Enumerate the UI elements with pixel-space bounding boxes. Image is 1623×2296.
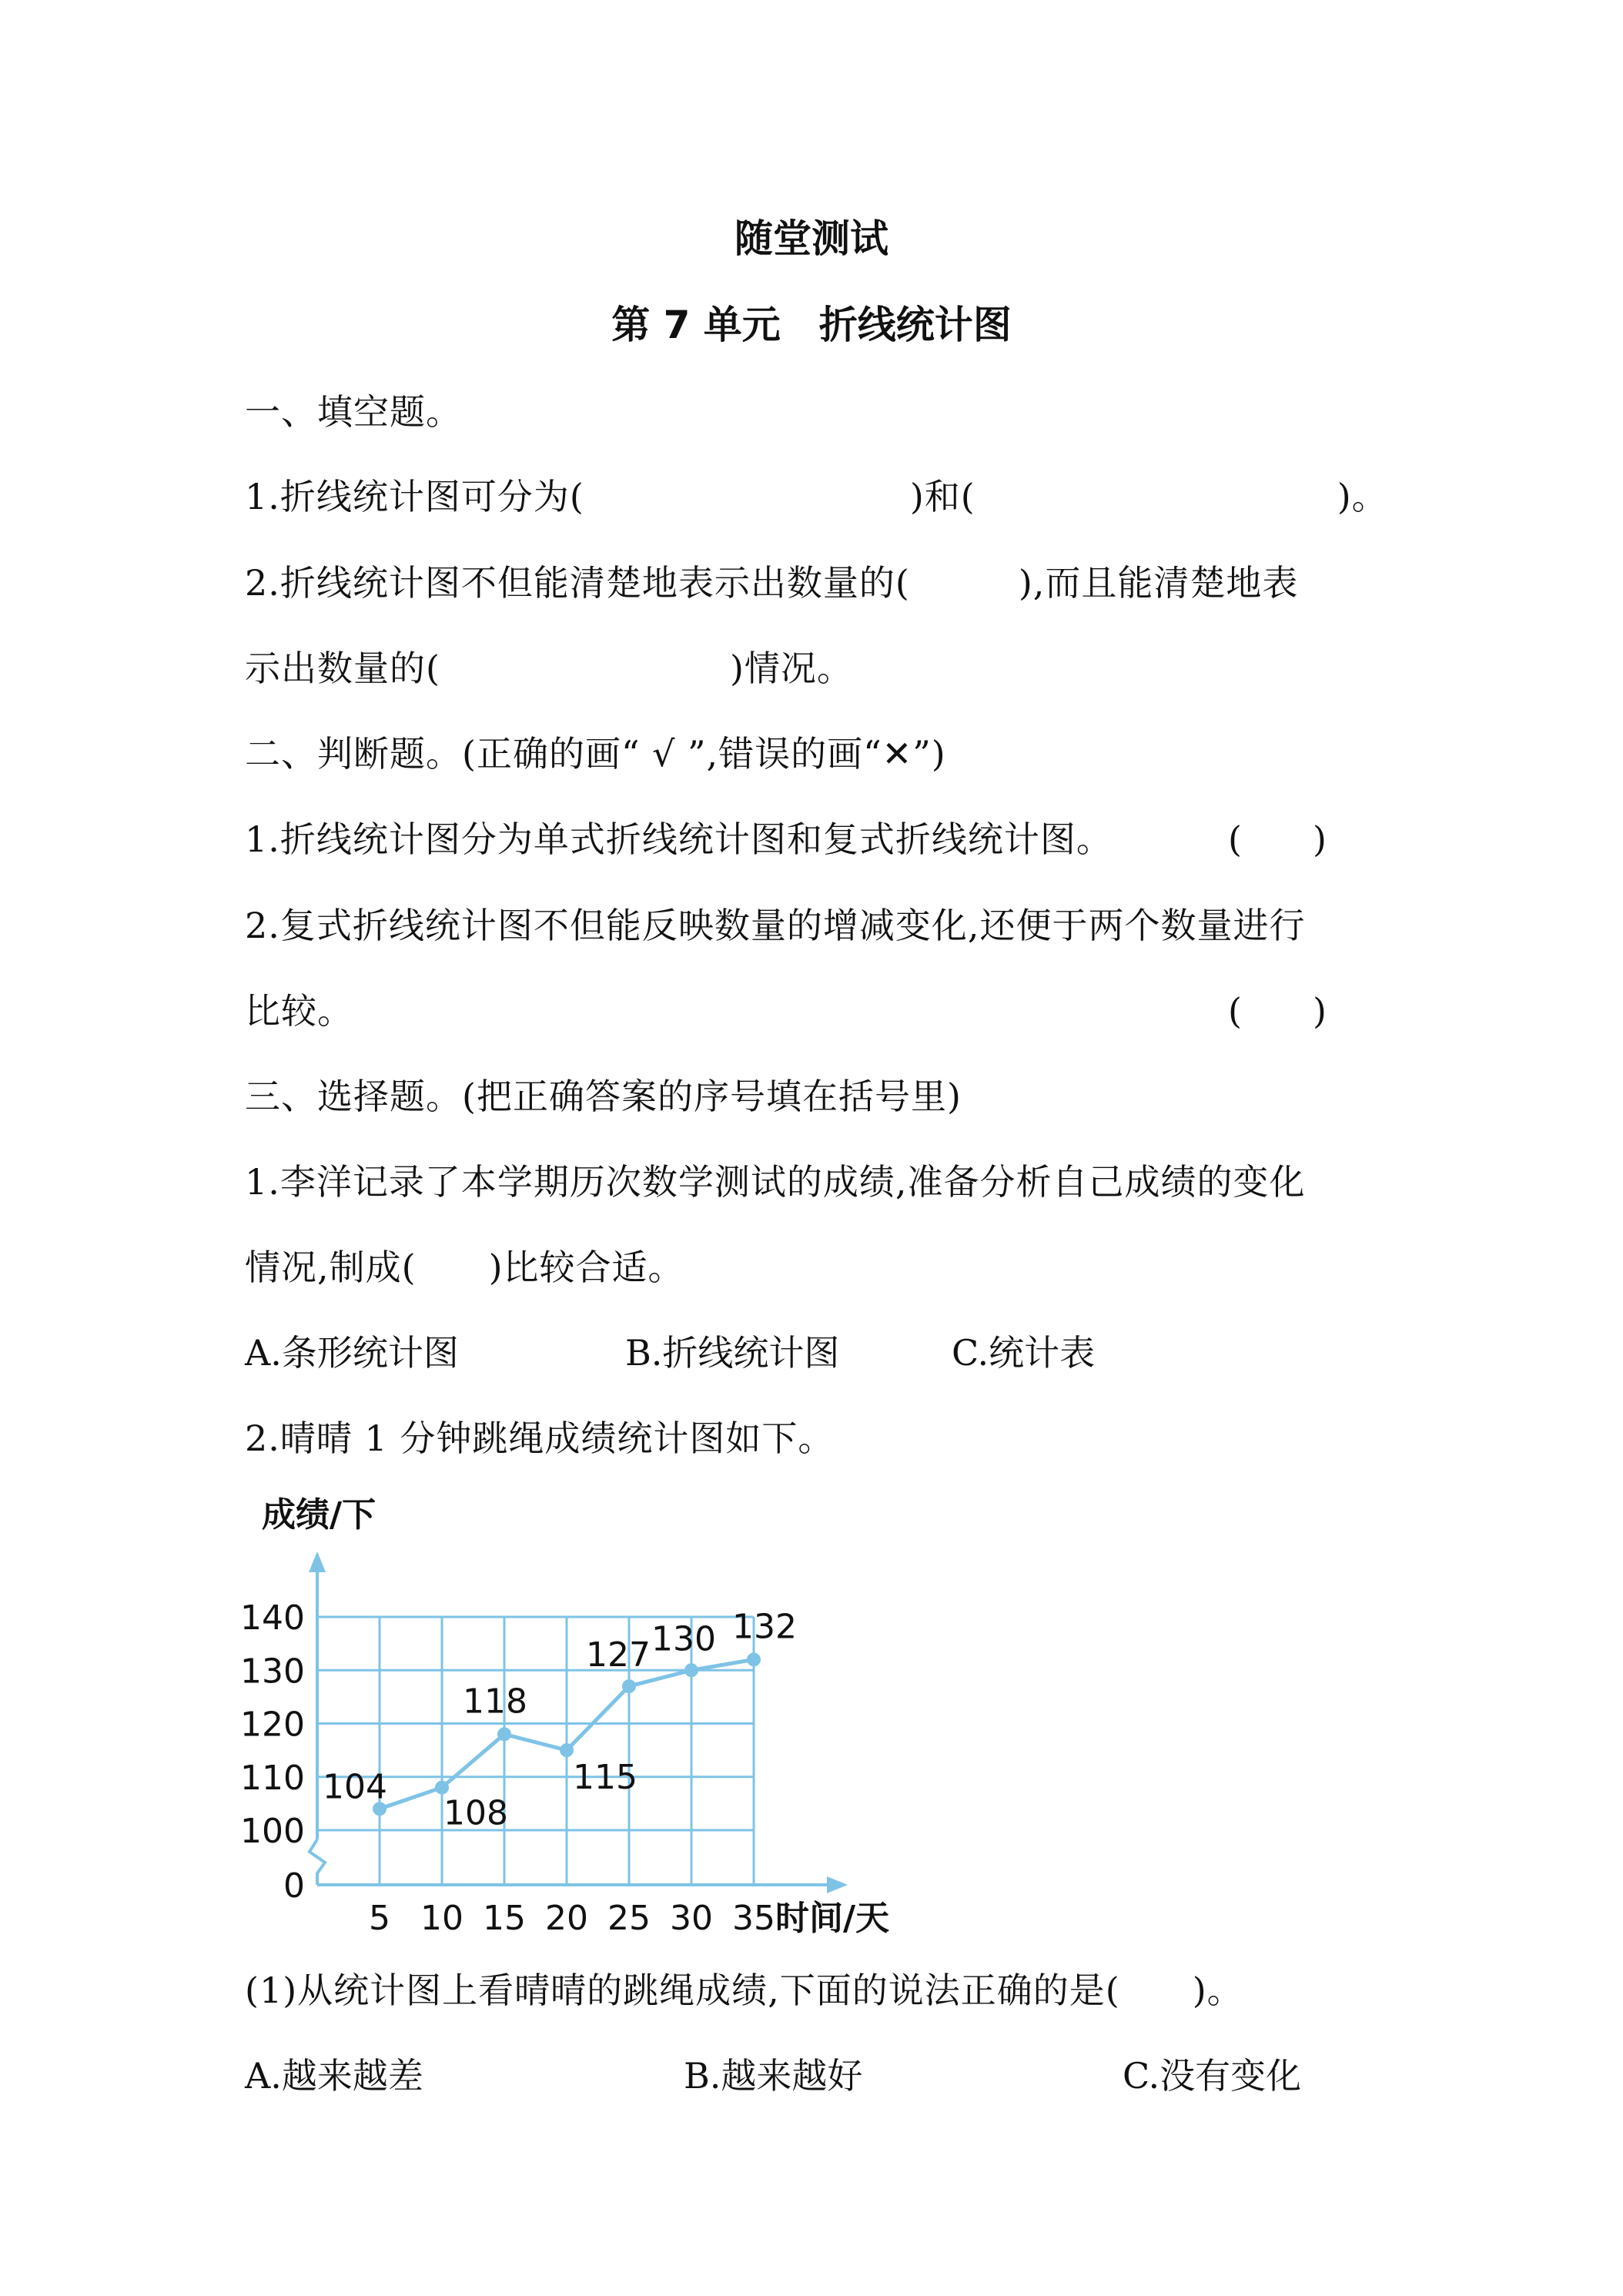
section3-question-1-option-b: B.折线统计图 <box>625 1332 840 1374</box>
data-label: 130 <box>651 1619 716 1659</box>
x-tick-label: 10 <box>420 1899 463 1938</box>
section2-question-1: 1.折线统计图分为单式折线统计图和复式折线统计图。 <box>245 818 1113 860</box>
data-label: 104 <box>323 1767 387 1807</box>
y-tick-label: 100 <box>240 1812 305 1851</box>
y-tick-label: 120 <box>240 1705 305 1745</box>
y-tick-label: 110 <box>240 1758 305 1798</box>
data-label: 118 <box>463 1682 527 1722</box>
x-tick-label: 30 <box>670 1899 713 1938</box>
section3-question-1-option-c: C.统计表 <box>952 1332 1096 1374</box>
x-axis-arrow <box>827 1876 848 1893</box>
data-point <box>560 1743 574 1757</box>
data-label: 108 <box>443 1793 508 1833</box>
section2-question-2-answer-bracket[interactable]: ( ) <box>1228 990 1327 1032</box>
section2-question-2-line-2: 比较。 <box>245 990 353 1032</box>
data-point <box>435 1781 449 1795</box>
section3-question-2: 2.晴晴 1 分钟跳绳成绩统计图如下。 <box>245 1417 835 1459</box>
x-tick-label: 25 <box>607 1899 651 1938</box>
data-point <box>622 1679 636 1693</box>
page-title: 随堂测试 <box>735 216 888 261</box>
y-axis-break <box>310 1839 325 1885</box>
page-subtitle: 第 7 单元 折线统计图 <box>611 303 1012 347</box>
section3-question-2-sub-1: (1)从统计图上看晴晴的跳绳成绩,下面的说法正确的是( )。 <box>245 1970 1243 2011</box>
x-tick-label: 5 <box>369 1899 390 1938</box>
section1-heading: 一、填空题。 <box>245 391 462 433</box>
section1-question-1: 1.折线统计图可分为( )和( )。 <box>245 476 1388 517</box>
jump-rope-line-chart <box>231 1478 1001 1940</box>
x-tick-label: 35 <box>732 1899 775 1938</box>
section2-question-1-answer-bracket[interactable]: ( ) <box>1228 818 1327 860</box>
y-axis-arrow <box>309 1551 326 1572</box>
section3-question-1-line-1: 1.李洋记录了本学期历次数学测试的成绩,准备分析自己成绩的变化 <box>245 1161 1306 1203</box>
x-tick-label: 20 <box>545 1899 588 1938</box>
section3-question-2-option-a: A.越来越差 <box>245 2055 423 2097</box>
y-tick-label: 140 <box>240 1598 305 1638</box>
section1-question-2-line-2: 示出数量的( )情况。 <box>245 648 853 689</box>
data-label: 132 <box>732 1607 797 1647</box>
data-point <box>747 1652 761 1666</box>
section3-question-2-option-b: B.越来越好 <box>684 2055 863 2097</box>
section3-question-2-option-c: C.没有变化 <box>1123 2055 1302 2097</box>
section2-question-2-line-1: 2.复式折线统计图不但能反映数量的增减变化,还便于两个数量进行 <box>245 905 1306 946</box>
y-tick-label: 130 <box>240 1652 305 1692</box>
section3-question-1-line-2: 情况,制成( )比较合适。 <box>245 1247 684 1288</box>
data-label: 127 <box>586 1635 651 1675</box>
data-label: 115 <box>573 1758 637 1798</box>
section2-heading: 二、判断题。(正确的画“ √ ”,错误的画“✕”) <box>245 733 946 775</box>
x-axis-title: 时间/天 <box>775 1899 890 1938</box>
y-tick-label: 0 <box>283 1866 305 1906</box>
data-point <box>497 1727 511 1741</box>
section3-heading: 三、选择题。(把正确答案的序号填在括号里) <box>245 1076 962 1117</box>
x-tick-label: 15 <box>483 1899 526 1938</box>
section3-question-1-option-a: A.条形统计图 <box>245 1332 459 1374</box>
data-point <box>684 1663 698 1677</box>
y-axis-title: 成绩/下 <box>262 1495 376 1535</box>
section1-question-2-line-1: 2.折线统计图不但能清楚地表示出数量的( ),而且能清楚地表 <box>245 562 1299 604</box>
